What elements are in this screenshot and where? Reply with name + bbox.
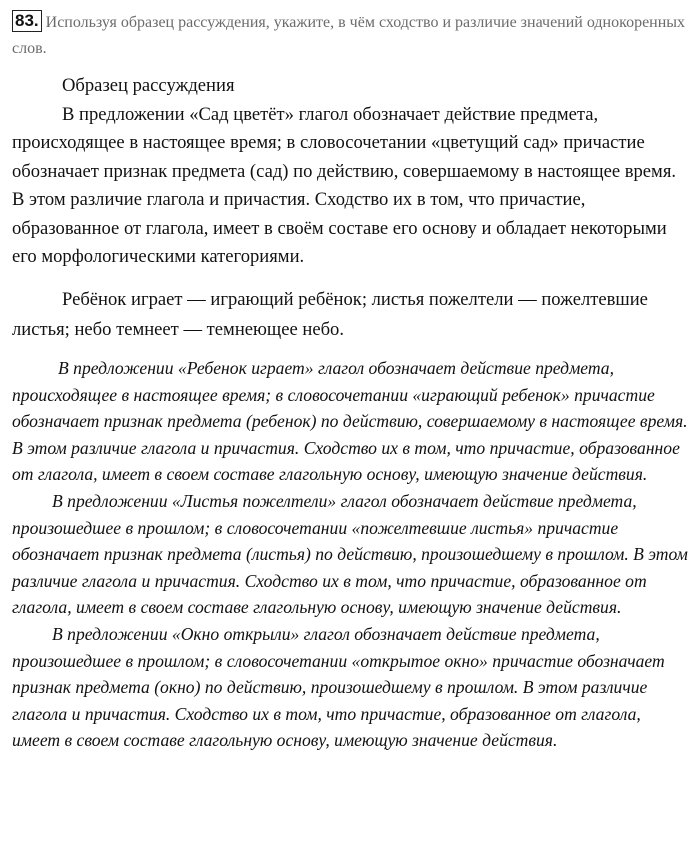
examples [12,285,684,345]
task-instruction: Используя образец рассуждения, укажите, в чём сходство и различие значений однокоренных слов. [12,14,686,57]
task-number: 83. [12,10,42,32]
task-header [12,10,692,62]
answer-paragraph: В предложении «Листья пожелтели» глагол обозначает действие предмета, произошедшее в прошлом; в словосочетании «пожелтевшие листья» причастие обозначает признак предмета (листья) по действию, произошедшему в прошлом. В этом различие глагола и причастия. Сходство их в том, что причастие, образованное от глагола, имеет в своем составе глагольную основу, имеющую значение действия. [12,490,688,618]
answers [12,355,688,754]
sample-text: В предложении «Сад цветёт» глагол обозначает действие предмета, происходящее в настоящее время; в словосочетании «цветущий сад» причастие обозначает признак предмета (сад) по действию, совершаемому в настоящее время. В этом различие глагола и причастия. Сходство их в том, что причастие, образованное от глагола, имеет в своём составе его основу и обладает некоторыми его морфологическими категориями. [12,103,677,267]
sample-title: Образец рассуждения [62,75,235,96]
sample-reasoning [12,72,684,272]
answer-paragraph: В предложении «Окно открыли» глагол обозначает действие предмета, произошедшее в прошлом; в словосочетании «открытое окно» причастие обозначает признак предмета (окно) по действию, произошедшему в прошлом. В этом различие глагола и причастия. Сходство их в том, что причастие, образованное от глагола, имеет в своем составе глагольную основу, имеющую значение действия. [12,623,665,751]
answer-paragraph: В предложении «Ребенок играет» глагол обозначает действие предмета, происходящее в настоящее время; в словосочетании «играющий ребенок» причастие обозначает признак предмета (ребенок) по действию, совершаемому в настоящее время. В этом различие глагола и причастия. Сходство их в том, что причастие, образованное от глагола, имеет в своем составе глагольную основу, имеющую значение действия. [12,358,688,485]
examples-text: Ребёнок играет — играющий ребёнок; листья пожелтели — пожелтевшие листья; небо темнеет — темнеющее небо. [12,289,648,340]
